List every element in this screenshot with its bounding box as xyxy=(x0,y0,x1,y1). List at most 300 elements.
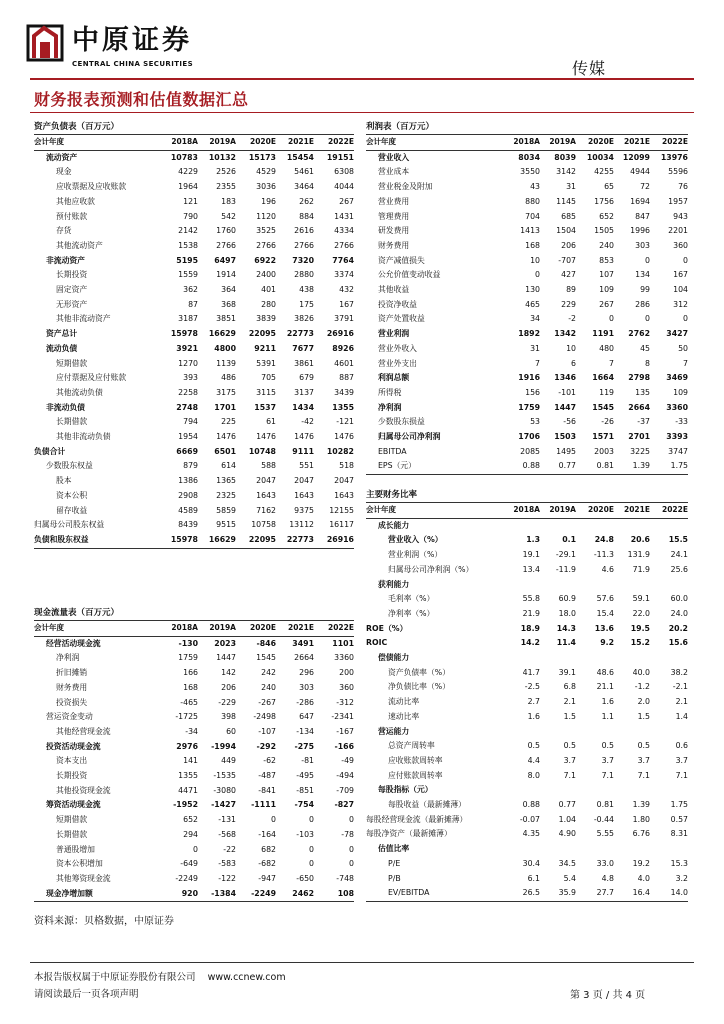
cell-value: 6501 xyxy=(214,446,236,456)
table-row xyxy=(34,195,354,210)
cell-value: 72 xyxy=(640,182,650,192)
cell-value: 156 xyxy=(525,387,540,397)
cell-value: -134 xyxy=(296,726,314,736)
cell-value: 6922 xyxy=(254,255,276,265)
cell-value: 296 xyxy=(299,668,314,678)
cell-value: -101 xyxy=(558,387,576,397)
row-label: 资产总计 xyxy=(46,329,78,339)
cell-value: 0.77 xyxy=(558,800,576,810)
row-label: P/E xyxy=(388,858,401,868)
table-row xyxy=(366,268,688,283)
cell-value: 2762 xyxy=(628,329,650,339)
cell-value: 45 xyxy=(640,343,650,353)
cell-value: 22095 xyxy=(248,329,276,339)
row-label: 所得税 xyxy=(378,387,402,397)
cell-value: 1.6 xyxy=(601,697,614,707)
cell-value: 2908 xyxy=(178,490,198,500)
cell-value: 3187 xyxy=(178,314,198,324)
row-label: 少数股东损益 xyxy=(378,417,425,427)
column-header: 2021E xyxy=(614,135,650,151)
cell-value: 879 xyxy=(183,461,198,471)
cell-value: 652 xyxy=(599,211,614,221)
cell-value: 24.0 xyxy=(670,608,688,618)
row-label: 预付账款 xyxy=(56,211,88,221)
cell-value: -292 xyxy=(256,741,276,751)
cell-value: 0 xyxy=(535,270,540,280)
cell-value: 1954 xyxy=(178,432,198,442)
cell-value: 1643 xyxy=(334,490,354,500)
cell-value: 1503 xyxy=(554,432,576,442)
cell-value: 16629 xyxy=(208,329,236,339)
cell-value: 1476 xyxy=(334,432,354,442)
row-label: 其他非流动资产 xyxy=(56,314,111,324)
table-row xyxy=(34,239,354,254)
cell-value: -707 xyxy=(558,255,576,265)
table-row xyxy=(34,445,354,460)
data-grid xyxy=(34,134,354,549)
cell-value xyxy=(576,783,614,798)
cell-value: 104 xyxy=(673,285,688,295)
cell-value: 99 xyxy=(640,285,650,295)
cell-value: -107 xyxy=(258,726,276,736)
cell-value xyxy=(498,725,540,740)
cell-value xyxy=(498,578,540,593)
cell-value: 20.2 xyxy=(668,623,688,633)
cell-value: 30.4 xyxy=(522,858,540,868)
cell-value: 884 xyxy=(299,211,314,221)
cell-value: 7 xyxy=(535,358,540,368)
cell-value: 1447 xyxy=(216,653,236,663)
row-label: ROE（%） xyxy=(366,623,408,633)
industry-label: 传媒 xyxy=(571,59,606,78)
cell-value: 2664 xyxy=(628,402,650,412)
cell-value: -709 xyxy=(336,785,354,795)
table-row xyxy=(34,459,354,474)
cell-value: 2616 xyxy=(294,226,314,236)
cell-value: 6 xyxy=(571,358,576,368)
table-row xyxy=(366,195,688,210)
cell-value: -568 xyxy=(218,829,236,839)
cell-value: 1706 xyxy=(518,432,540,442)
cell-value: 1916 xyxy=(518,373,540,383)
cell-value: 19.2 xyxy=(632,858,650,868)
cell-value: 0 xyxy=(349,844,354,854)
cell-value: 175 xyxy=(299,299,314,309)
cell-value: 1.04 xyxy=(558,814,576,824)
table-row xyxy=(34,636,354,651)
cell-value: 4589 xyxy=(178,505,198,515)
table-title: 资产负债表（百万元） xyxy=(34,122,120,132)
cell-value: 26916 xyxy=(314,533,354,548)
table-row xyxy=(366,842,688,857)
cell-value: 4529 xyxy=(256,167,276,177)
cell-value: 142 xyxy=(221,668,236,678)
company-name-en: CENTRAL CHINA SECURITIES xyxy=(72,60,194,68)
cell-value: 1.5 xyxy=(637,711,650,721)
cell-value: 0.5 xyxy=(563,741,576,751)
row-label: 普通股增加 xyxy=(56,844,95,854)
cell-value: 0 xyxy=(683,314,688,324)
table-row xyxy=(34,740,354,755)
cell-value: 0.57 xyxy=(670,814,688,824)
cell-value: 35.9 xyxy=(540,886,576,901)
table-row xyxy=(34,798,354,813)
cell-value: -81 xyxy=(301,756,314,766)
column-header: 2020E xyxy=(236,621,276,637)
cell-value: 1701 xyxy=(214,402,236,412)
cell-value: 0 xyxy=(683,255,688,265)
row-label: EPS（元） xyxy=(366,459,498,474)
cell-value: 3142 xyxy=(556,167,576,177)
cell-value: 15978 xyxy=(158,533,198,548)
cell-value xyxy=(498,518,540,533)
cell-value: -1384 xyxy=(198,887,236,902)
cell-value: 3137 xyxy=(294,387,314,397)
cell-value: 1694 xyxy=(630,196,650,206)
row-label: 每股经营现金流（最新摊薄） xyxy=(366,814,468,824)
row-label: 长期借款 xyxy=(56,417,88,427)
column-header: 2020E xyxy=(576,503,614,519)
table-header-row xyxy=(34,135,354,151)
cell-value: -131 xyxy=(218,815,236,825)
cell-value: 200 xyxy=(339,668,354,678)
cell-value: 10 xyxy=(566,343,576,353)
cell-value: 0.6 xyxy=(675,741,688,751)
cell-value: 34.5 xyxy=(558,858,576,868)
cell-value: 43 xyxy=(530,182,540,192)
row-label: 获利能力 xyxy=(378,579,410,589)
cell-value: 3175 xyxy=(216,387,236,397)
table-row xyxy=(366,666,688,681)
cell-value: 312 xyxy=(673,299,688,309)
cell-value: 18.0 xyxy=(558,608,576,618)
cell-value: -2 xyxy=(568,314,576,324)
cell-value: 1.4 xyxy=(675,711,688,721)
cell-value: 1101 xyxy=(332,638,354,648)
table-row xyxy=(366,769,688,784)
cell-value: 7 xyxy=(683,358,688,368)
cell-value xyxy=(614,842,650,857)
data-source-note: 资料来源：贝格数据，中原证券 xyxy=(34,916,174,927)
cell-value: 685 xyxy=(561,211,576,221)
cell-value: 2462 xyxy=(276,887,314,902)
cell-value: 10758 xyxy=(251,520,276,530)
website-link[interactable]: www.ccnew.com xyxy=(207,972,286,983)
table-row xyxy=(34,696,354,711)
row-label: 长期投资 xyxy=(56,270,88,280)
cell-value: 76 xyxy=(678,182,688,192)
table-row xyxy=(34,887,354,902)
cell-value: 3469 xyxy=(666,373,688,383)
cell-value: 0 xyxy=(349,815,354,825)
cell-value: -1111 xyxy=(251,800,276,810)
table-row xyxy=(366,165,688,180)
cell-value: 141 xyxy=(183,756,198,766)
cell-value: 135 xyxy=(635,387,650,397)
row-label: 总资产周转率 xyxy=(388,741,435,751)
cell-value: 57.6 xyxy=(596,594,614,604)
cell-value: 87 xyxy=(188,299,198,309)
company-logo-icon xyxy=(24,22,66,64)
cell-value: 1892 xyxy=(518,329,540,339)
row-label: 应付票据及应付账款 xyxy=(56,373,127,383)
cell-value: 15.6 xyxy=(668,638,688,648)
cell-value: -11.3 xyxy=(593,550,614,560)
table-row xyxy=(34,283,354,298)
table-row xyxy=(366,563,688,578)
cell-value: 2748 xyxy=(176,402,198,412)
cell-value: -1.2 xyxy=(634,682,650,692)
row-label: 固定资产 xyxy=(56,285,88,295)
cell-value: 262 xyxy=(299,196,314,206)
cell-value: 1664 xyxy=(592,373,614,383)
cell-value: 588 xyxy=(261,461,276,471)
cell-value: 3861 xyxy=(294,358,314,368)
row-label: 营业利润 xyxy=(378,329,410,339)
cell-value xyxy=(650,725,688,740)
cell-value: 432 xyxy=(339,285,354,295)
cell-value: 134 xyxy=(635,270,650,280)
row-label: 其他流动资产 xyxy=(56,240,103,250)
cell-value: 5596 xyxy=(668,167,688,177)
cell-value: 2142 xyxy=(178,226,198,236)
cell-value: -49 xyxy=(341,756,354,766)
cell-value: -827 xyxy=(334,800,354,810)
table-row xyxy=(366,342,688,357)
cell-value: 401 xyxy=(261,285,276,295)
cell-value xyxy=(540,842,576,857)
table-row xyxy=(34,769,354,784)
table-row xyxy=(366,548,688,563)
table-row xyxy=(366,415,688,430)
cell-value: 15.2 xyxy=(630,638,650,648)
company-name-cn: 中原证券 xyxy=(72,25,192,56)
cell-value: 39.1 xyxy=(558,667,576,677)
cell-value: 267 xyxy=(339,196,354,206)
table-row xyxy=(34,710,354,725)
table-header-row xyxy=(34,621,354,637)
cell-value: 0.5 xyxy=(601,741,614,751)
table-row xyxy=(34,342,354,357)
cell-value: 107 xyxy=(599,270,614,280)
cell-value xyxy=(650,518,688,533)
cell-value: 196 xyxy=(261,196,276,206)
table-row xyxy=(366,459,688,474)
cell-value: -1427 xyxy=(211,800,236,810)
table-row xyxy=(366,239,688,254)
row-label: 研发费用 xyxy=(378,226,410,236)
row-label: 其他流动负债 xyxy=(56,387,103,397)
cell-value: 3.7 xyxy=(637,755,650,765)
cell-value: 427 xyxy=(561,270,576,280)
row-label: 营业费用 xyxy=(378,196,410,206)
row-label: 速动比率 xyxy=(388,711,420,721)
cell-value: 2526 xyxy=(216,167,236,177)
cell-value xyxy=(614,518,650,533)
cell-value: 131.9 xyxy=(627,550,650,560)
cell-value: 1386 xyxy=(178,476,198,486)
cell-value: 119 xyxy=(599,387,614,397)
cell-value: 1996 xyxy=(630,226,650,236)
cell-value: 3393 xyxy=(666,432,688,442)
cell-value: 1365 xyxy=(216,476,236,486)
table-row xyxy=(34,533,354,548)
table-row xyxy=(34,254,354,269)
cell-value: 21.1 xyxy=(596,682,614,692)
cell-value: 109 xyxy=(599,285,614,295)
row-label: 少数股东权益 xyxy=(46,461,93,471)
cell-value: 20.6 xyxy=(630,535,650,545)
cell-value: 0.88 xyxy=(522,800,540,810)
cell-value: 0 xyxy=(271,815,276,825)
table-row xyxy=(34,843,354,858)
table-row xyxy=(34,210,354,225)
cell-value: 0.5 xyxy=(527,741,540,751)
cell-value: 41.7 xyxy=(522,667,540,677)
cell-value: 0 xyxy=(645,255,650,265)
cell-value: 0.88 xyxy=(498,459,540,474)
cell-value: 53 xyxy=(530,417,540,427)
cell-value: -122 xyxy=(218,873,236,883)
row-label: 筹资活动现金流 xyxy=(46,800,101,810)
cell-value: -267 xyxy=(258,697,276,707)
cell-value: -2.1 xyxy=(672,682,688,692)
cell-value: 1.80 xyxy=(632,814,650,824)
table-row xyxy=(34,681,354,696)
cell-value: -2249 xyxy=(175,873,198,883)
column-header: 会计年度 xyxy=(34,135,158,151)
row-label: 其他收益 xyxy=(378,285,410,295)
table-row xyxy=(34,725,354,740)
cell-value: 10783 xyxy=(170,152,198,162)
cell-value: -2249 xyxy=(236,887,276,902)
cell-value: 40.0 xyxy=(632,667,650,677)
cell-value: 3839 xyxy=(256,314,276,324)
cell-value: 364 xyxy=(221,285,236,295)
cell-value: 19.5 xyxy=(630,623,650,633)
row-label: 资本支出 xyxy=(56,756,88,766)
cell-value: 518 xyxy=(339,461,354,471)
cell-value: 22.0 xyxy=(632,608,650,618)
cell-value: 360 xyxy=(673,240,688,250)
column-header: 2019A xyxy=(540,503,576,519)
table-row xyxy=(34,298,354,313)
table-row xyxy=(366,578,688,593)
row-label: 投资净收益 xyxy=(378,299,417,309)
table-row xyxy=(366,386,688,401)
cell-value: 4.90 xyxy=(558,829,576,839)
cell-value: 6497 xyxy=(214,255,236,265)
table-row xyxy=(366,445,688,460)
cell-value: 1355 xyxy=(332,402,354,412)
column-header: 2019A xyxy=(198,621,236,637)
table-row xyxy=(366,327,688,342)
table-row xyxy=(34,150,354,165)
cell-value: -0.44 xyxy=(593,814,614,824)
cell-value: 10 xyxy=(530,255,540,265)
row-label: 长期投资 xyxy=(56,771,88,781)
column-header: 2021E xyxy=(276,135,314,151)
cell-value: 794 xyxy=(183,417,198,427)
cell-value: -0.07 xyxy=(519,814,540,824)
row-label: 投资损失 xyxy=(56,697,88,707)
cell-value: 0.5 xyxy=(637,741,650,751)
row-label: 每股收益（最新摊薄） xyxy=(388,800,466,810)
cell-value: 1504 xyxy=(556,226,576,236)
column-header: 会计年度 xyxy=(366,503,498,519)
row-label: 流动负债 xyxy=(46,343,78,353)
table-row xyxy=(34,813,354,828)
cell-value: -2498 xyxy=(253,712,276,722)
table-row xyxy=(34,518,354,533)
cell-value: 4.35 xyxy=(522,829,540,839)
table-row xyxy=(34,357,354,372)
cell-value: 50 xyxy=(678,343,688,353)
cell-value: 8 xyxy=(645,358,650,368)
cell-value: 8034 xyxy=(518,152,540,162)
cell-value: 130 xyxy=(525,285,540,295)
table-row xyxy=(366,518,688,533)
row-label: 每股指标（元） xyxy=(378,785,433,795)
copyright-text: 本报告版权属于中原证券股份有限公司 xyxy=(34,972,196,983)
cell-value: 71.9 xyxy=(632,564,650,574)
cell-value xyxy=(614,578,650,593)
column-header: 2020E xyxy=(576,135,614,151)
column-header: 会计年度 xyxy=(366,135,498,151)
cell-value: -29.1 xyxy=(555,550,576,560)
cell-value: 6669 xyxy=(176,446,198,456)
cell-value: -487 xyxy=(258,771,276,781)
cell-value: 2766 xyxy=(216,240,236,250)
row-label: 净利率（%） xyxy=(388,608,435,618)
cell-value: -841 xyxy=(258,785,276,795)
cell-value: 7320 xyxy=(292,255,314,265)
cell-value: 542 xyxy=(221,211,236,221)
cell-value: 943 xyxy=(673,211,688,221)
table-row xyxy=(366,224,688,239)
cell-value: 12099 xyxy=(622,152,650,162)
table-row xyxy=(34,872,354,887)
cell-value: 652 xyxy=(183,815,198,825)
cell-value: 0.77 xyxy=(540,459,576,474)
table-row xyxy=(34,828,354,843)
row-label: 投资活动现金流 xyxy=(46,741,101,751)
cell-value: 1.6 xyxy=(527,711,540,721)
cell-value: 65 xyxy=(604,182,614,192)
cell-value: 0 xyxy=(645,314,650,324)
cell-value: 6.76 xyxy=(632,829,650,839)
cell-value: 3.7 xyxy=(601,755,614,765)
table-row xyxy=(34,327,354,342)
cell-value: 27.7 xyxy=(576,886,614,901)
row-label: 流动资产 xyxy=(46,152,78,162)
row-label: 资产负债率（%） xyxy=(388,667,450,677)
table-row xyxy=(34,165,354,180)
cell-value: -3080 xyxy=(213,785,236,795)
table-row xyxy=(366,739,688,754)
cell-value: 3464 xyxy=(294,182,314,192)
cell-value: 3374 xyxy=(334,270,354,280)
row-label: 营业成本 xyxy=(378,167,410,177)
cell-value: 22773 xyxy=(276,533,314,548)
cell-value: 183 xyxy=(221,196,236,206)
cell-value: 0 xyxy=(309,815,314,825)
row-label: 负债合计 xyxy=(34,446,66,456)
cell-value: 7.1 xyxy=(637,770,650,780)
cell-value xyxy=(498,842,540,857)
cell-value: 2325 xyxy=(216,490,236,500)
cell-value: 166 xyxy=(183,668,198,678)
